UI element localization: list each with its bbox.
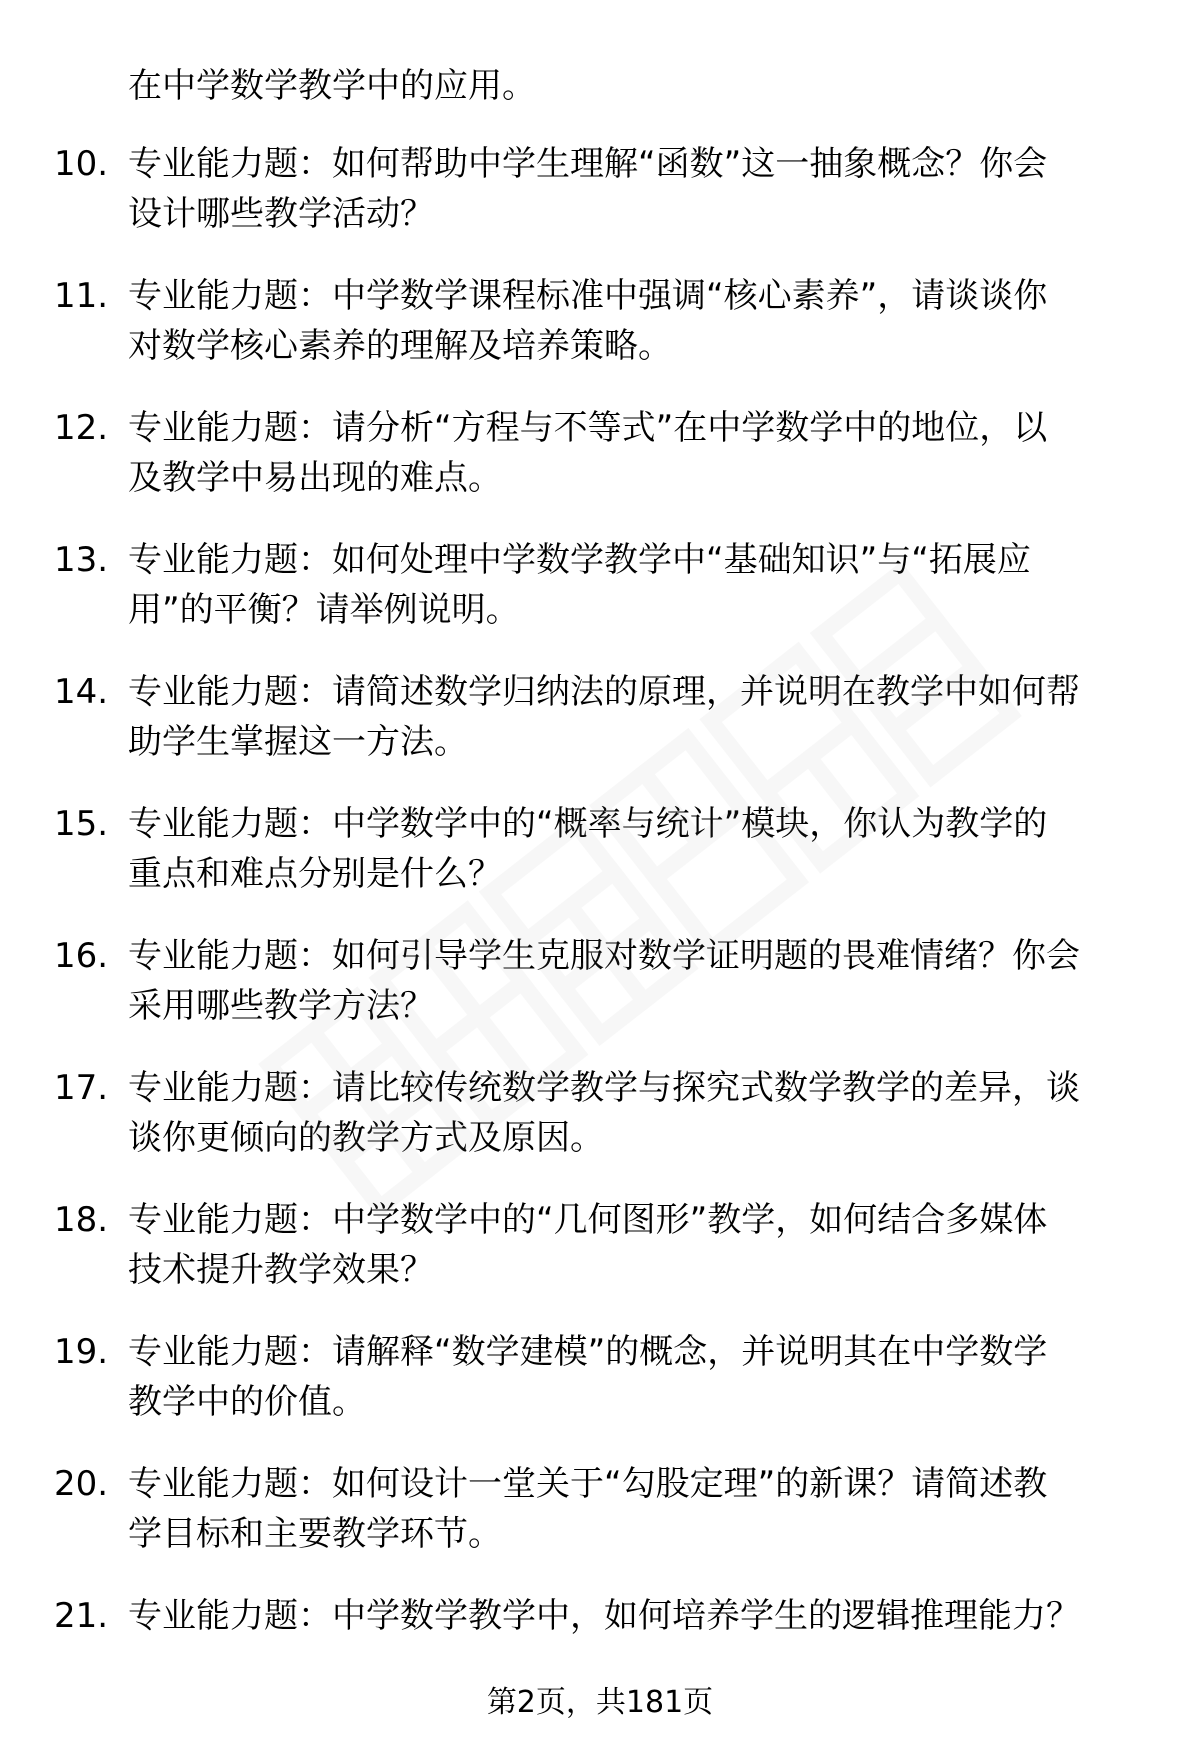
question-text-line: 专业能力题：如何设计一堂关于“勾股定理”的新课？请简述教 bbox=[128, 1464, 1048, 1504]
question-item bbox=[0, 270, 1200, 380]
question-text-line: 学目标和主要教学环节。 bbox=[128, 1514, 502, 1554]
question-number: 13. bbox=[54, 540, 109, 580]
question-text-line: 助学生掌握这一方法。 bbox=[128, 722, 468, 762]
question-text-line: 专业能力题：请简述数学归纳法的原理，并说明在教学中如何帮 bbox=[128, 672, 1080, 712]
question-text-line: 专业能力题：如何引导学生克服对数学证明题的畏难情绪？你会 bbox=[128, 936, 1080, 976]
question-item bbox=[0, 666, 1200, 776]
question-text-line: 专业能力题：中学数学教学中，如何培养学生的逻辑推理能力？ bbox=[128, 1596, 1080, 1636]
question-text-line: 谈你更倾向的教学方式及原因。 bbox=[128, 1118, 604, 1158]
question-number: 12. bbox=[54, 408, 109, 448]
question-item bbox=[0, 1194, 1200, 1304]
question-text-line: 用”的平衡？请举例说明。 bbox=[128, 590, 520, 630]
page-number-footer: 第2页，共181页 bbox=[486, 1685, 714, 1720]
question-text-line: 专业能力题：如何帮助中学生理解“函数”这一抽象概念？你会 bbox=[128, 144, 1048, 184]
question-text-line: 专业能力题：中学数学中的“概率与统计”模块，你认为教学的 bbox=[128, 804, 1048, 844]
question-item bbox=[0, 930, 1200, 1040]
question-number: 17. bbox=[54, 1068, 109, 1108]
question-number: 20. bbox=[54, 1464, 109, 1504]
question-number: 10. bbox=[54, 144, 109, 184]
question-number: 19. bbox=[54, 1332, 109, 1372]
question-text-line: 采用哪些教学方法？ bbox=[128, 986, 434, 1026]
question-text-line: 专业能力题：如何处理中学数学教学中“基础知识”与“拓展应 bbox=[128, 540, 1031, 580]
question-number: 15. bbox=[54, 804, 109, 844]
question-item bbox=[0, 1326, 1200, 1436]
question-number: 21. bbox=[54, 1596, 109, 1636]
question-item bbox=[0, 1458, 1200, 1568]
continuation-text: 在中学数学教学中的应用。 bbox=[128, 66, 536, 106]
question-item bbox=[0, 798, 1200, 908]
question-number: 16. bbox=[54, 936, 109, 976]
question-number: 18. bbox=[54, 1200, 109, 1240]
question-number: 11. bbox=[54, 276, 109, 316]
question-text-line: 教学中的价值。 bbox=[128, 1382, 366, 1422]
question-text-line: 专业能力题：中学数学中的“几何图形”教学，如何结合多媒体 bbox=[128, 1200, 1048, 1240]
question-text-line: 专业能力题：中学数学课程标准中强调“核心素养”，请谈谈你 bbox=[128, 276, 1048, 316]
question-text-line: 及教学中易出现的难点。 bbox=[128, 458, 502, 498]
question-text-line: 专业能力题：请比较传统数学教学与探究式数学教学的差异，谈 bbox=[128, 1068, 1080, 1108]
question-item bbox=[0, 1062, 1200, 1172]
question-text-line: 专业能力题：请解释“数学建模”的概念，并说明其在中学数学 bbox=[128, 1332, 1048, 1372]
question-text-line: 重点和难点分别是什么？ bbox=[128, 854, 502, 894]
question-text-line: 技术提升教学效果？ bbox=[128, 1250, 434, 1290]
question-text-line: 专业能力题：请分析“方程与不等式”在中学数学中的地位，以 bbox=[128, 408, 1048, 448]
question-item bbox=[0, 138, 1200, 248]
question-text-line: 对数学核心素养的理解及培养策略。 bbox=[128, 326, 672, 366]
question-item bbox=[0, 402, 1200, 512]
question-text-line: 设计哪些教学活动？ bbox=[128, 194, 434, 234]
question-number: 14. bbox=[54, 672, 109, 712]
question-item bbox=[0, 534, 1200, 644]
